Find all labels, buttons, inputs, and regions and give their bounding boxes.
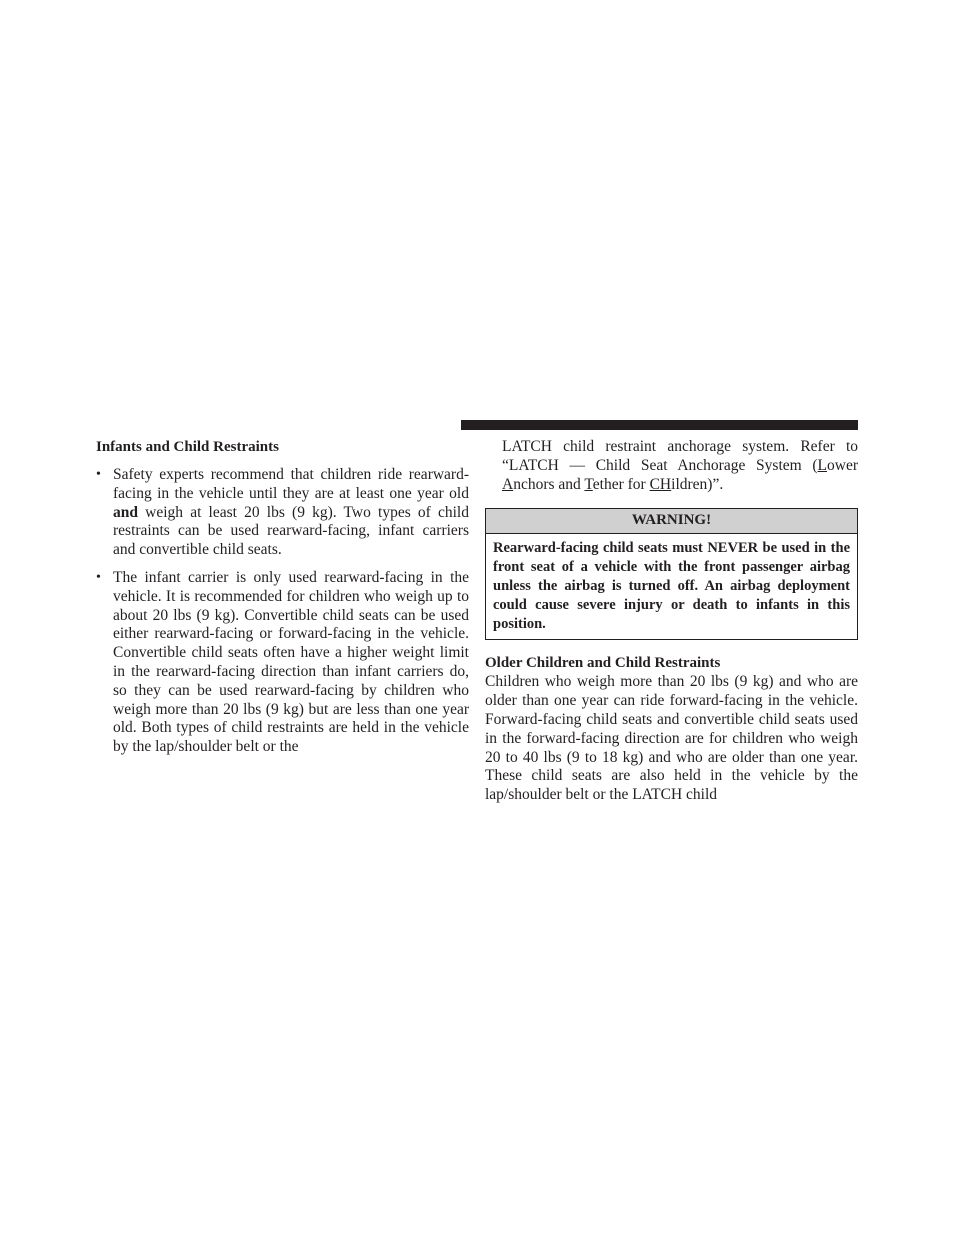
warning-body: Rearward-facing child seats must NEVER be used in the front seat of a vehicle with the front passenger airbag unless the airbag is turned off. An airbag deployment could cause severe injury or death to infants in this position. bbox=[493, 540, 850, 632]
bullet-dot-icon: • bbox=[96, 569, 101, 585]
list-item bbox=[96, 569, 469, 757]
warning-title: WARNING! bbox=[486, 509, 857, 534]
text-part: LATCH child restraint anchorage system. Refer to “LATCH — Child Seat Anchorage System ( bbox=[502, 438, 858, 474]
header-rule bbox=[461, 420, 858, 430]
section-heading-infants: Infants and Child Restraints bbox=[96, 439, 279, 455]
underlined-letter: CH bbox=[649, 475, 672, 493]
bullet-text: The infant carrier is only used rearward-facing in the vehicle. It is recommended for children who weigh up to about 20 lbs (9 kg). Convertible child seats can be used either rearward-facing or forward-facing in the vehicle. Convertible child seats often have a higher weight limit in the rearward-facing direction than infant carriers do, so they can be used rearward-facing by children who weigh more than 20 lbs (9 kg) but are less than one year old. Both types of child restraints are held in the vehicle by the lap/shoulder belt or the bbox=[113, 568, 469, 756]
continuation-paragraph bbox=[485, 438, 858, 494]
right-column bbox=[485, 438, 858, 805]
left-column bbox=[96, 438, 469, 766]
underlined-letter: A bbox=[502, 475, 514, 493]
underlined-letter: L bbox=[817, 456, 827, 474]
underlined-letter: T bbox=[584, 475, 593, 493]
text-part: nchors and bbox=[513, 475, 585, 493]
bullet-list bbox=[96, 466, 469, 757]
bold-emphasis: and bbox=[113, 503, 138, 521]
section-heading-older-children: Older Children and Child Restraints bbox=[485, 655, 721, 672]
bullet-text-part: Safety experts recommend that children ride rearward-facing in the vehicle until they are at least one year old bbox=[113, 466, 469, 502]
text-part: ether for bbox=[592, 475, 650, 493]
bullet-text bbox=[113, 466, 469, 560]
list-item bbox=[96, 466, 469, 560]
text-part: ildren)”. bbox=[671, 475, 724, 493]
bullet-dot-icon: • bbox=[96, 467, 101, 482]
bullet-text-part: weigh at least 20 lbs (9 kg). Two types of child restraints can be used rearward-facing, infant carriers and convertible child seats. bbox=[113, 503, 469, 559]
warning-box bbox=[485, 508, 858, 640]
older-children-paragraph: Children who weigh more than 20 lbs (9 kg) and who are older than one year can ride forward-facing in the vehicle. Forward-facing child seats and convertible child seats used in the forward-facing direction are for children who weigh 20 to 40 lbs (9 to 18 kg) and who are older than one year. These child seats are also held in the vehicle by the lap/shoulder belt or the LATCH child bbox=[485, 673, 858, 804]
text-part: ower bbox=[827, 456, 858, 474]
